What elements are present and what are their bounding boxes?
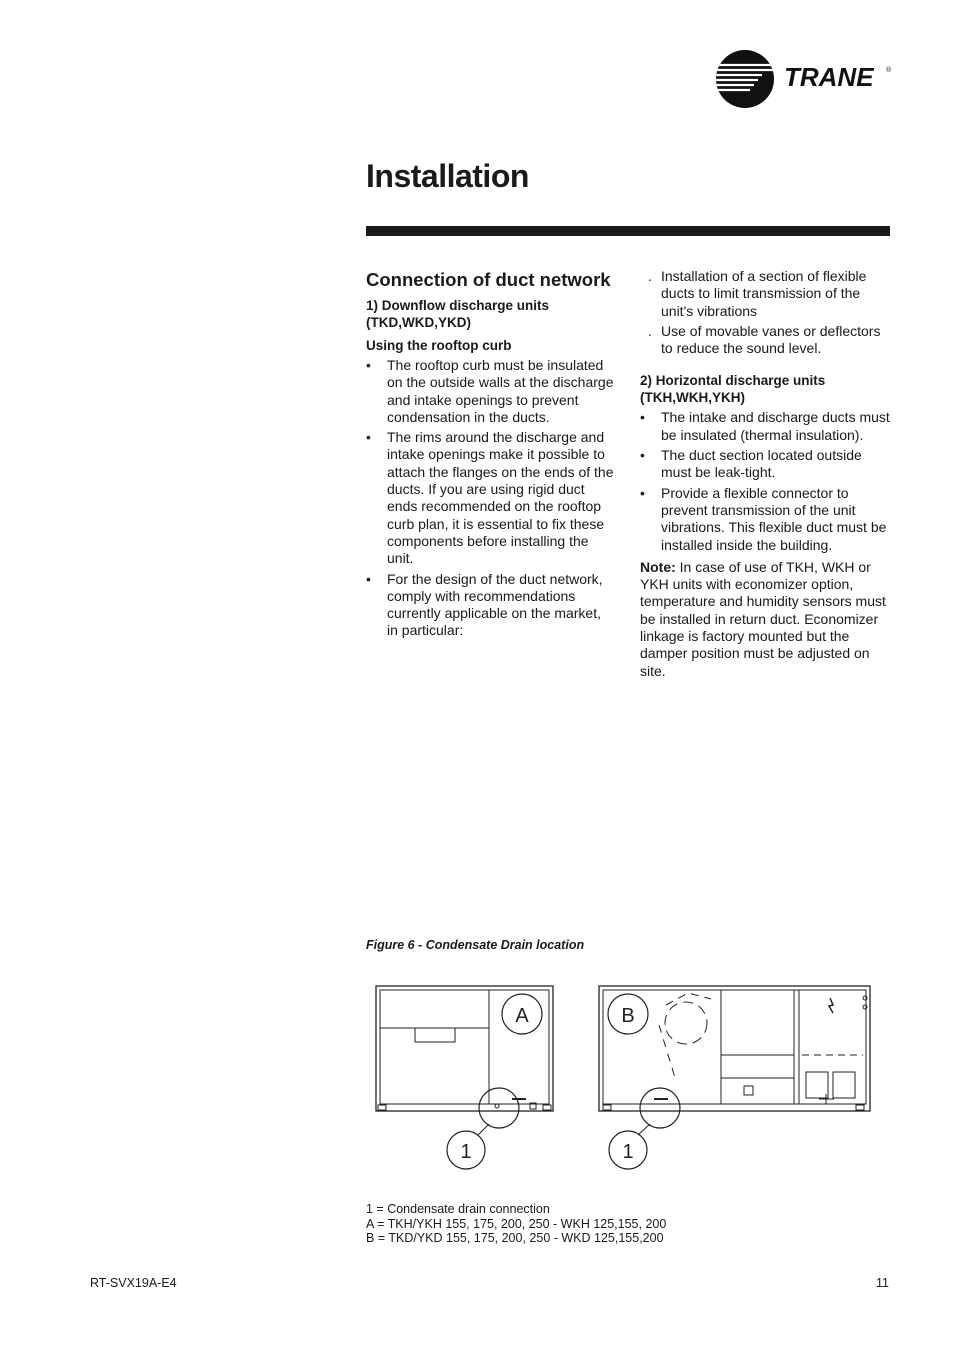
downflow-bullet-list: [366, 357, 614, 640]
list-item: • For the design of the duct network, comply with recommendations currently applicable on the market, in particular:: [366, 570, 603, 639]
page-title: Installation: [366, 158, 529, 194]
subheading-downflow: 1) Downflow discharge units (TKD,WKD,YKD): [366, 298, 550, 330]
unit-b-drawing: [599, 986, 870, 1169]
subheading-horizontal: 2) Horizontal discharge units (TKH,WKH,YKH): [640, 373, 826, 406]
label-b: B: [621, 1005, 635, 1027]
figure-caption: Figure 6 - Condensate Drain location: [366, 938, 585, 952]
label-a: A: [515, 1005, 529, 1027]
list-item: • The duct section located outside must be leak-tight.: [640, 447, 862, 481]
legend-line: A = TKH/YKH 155, 175, 200, 250 - WKH 125,155, 200: [366, 1216, 667, 1231]
trane-logo: [714, 48, 894, 110]
list-item: . Use of movable vanes or deflectors to reduce the sound level.: [648, 322, 881, 357]
document-code: RT-SVX19A-E4: [90, 1276, 177, 1290]
figure-legend: [366, 1202, 666, 1246]
legend-line: 1 = Condensate drain connection: [366, 1202, 550, 1216]
list-item: • The rims around the discharge and intake openings make it possible to attach the flanges on the ends of the ducts. If you are using rigid duct ends recommended on the rooftop curb plan, it is essential to fix these components before installing the unit.: [366, 429, 614, 567]
right-column: [640, 268, 890, 680]
note-paragraph: [640, 559, 890, 680]
callout-1-b: 1: [622, 1141, 634, 1163]
subsubheading-rooftop-curb: Using the rooftop curb: [366, 338, 512, 353]
list-item: • The intake and discharge ducts must be insulated (thermal insulation).: [640, 409, 890, 443]
note-label: Note:: [640, 558, 676, 575]
condensate-drain-diagram: [366, 975, 890, 1175]
page-number: 11: [876, 1276, 889, 1290]
svg-text:®: ®: [886, 67, 892, 74]
brand-wordmark: TRANE: [784, 62, 874, 92]
list-item: • Provide a flexible connector to prevent transmission of the unit vibrations. This flexible duct must be installed inside the building.: [640, 484, 887, 553]
list-item: . Installation of a section of flexible ducts to limit transmission of the unit's vibrations: [648, 268, 867, 319]
list-item: • The rooftop curb must be insulated on the outside walls at the discharge and intake openings to prevent condensation in the ducts.: [366, 357, 614, 425]
legend-line: B = TKD/YKD 155, 175, 200, 250 - WKD 125,155,200: [366, 1231, 664, 1245]
section-heading: Connection of duct network: [366, 269, 611, 290]
duct-design-sublist: [640, 268, 890, 357]
left-column: [366, 268, 614, 643]
callout-1-a: 1: [460, 1141, 472, 1163]
note-text: In case of use of TKH, WKH or YKH units with economizer option, temperature and humidity sensors must be installed in return duct. Economizer linkage is factory mounted but the damper position must be adjusted on site.: [640, 558, 886, 679]
title-rule: [366, 226, 890, 236]
horizontal-bullet-list: [640, 409, 890, 553]
